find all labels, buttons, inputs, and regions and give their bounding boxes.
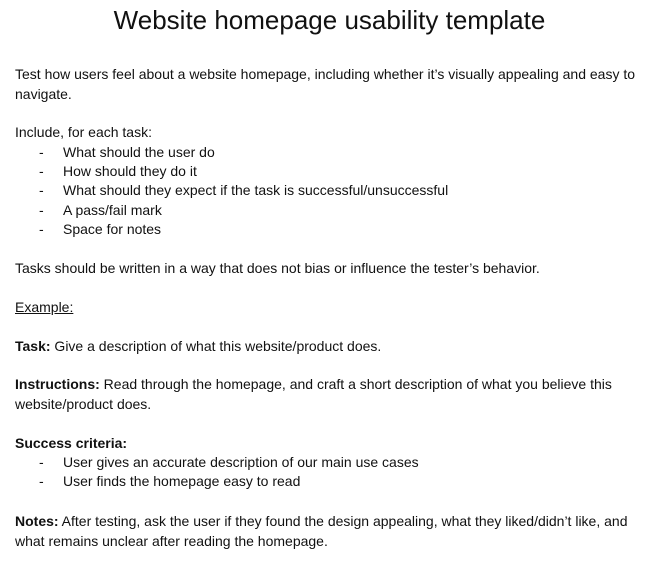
- list-item-text: User gives an accurate description of our main use cases: [63, 454, 419, 470]
- list-item-text: User finds the homepage easy to read: [63, 473, 301, 489]
- include-heading: Include, for each task:: [15, 124, 152, 140]
- notes-paragraph: [15, 512, 645, 551]
- list-dash: -: [39, 182, 44, 198]
- success-list-item: [15, 453, 635, 473]
- list-dash: -: [39, 163, 44, 179]
- list-item-text: What should the user do: [63, 144, 215, 160]
- success-criteria-label: Success criteria:: [15, 435, 128, 451]
- task-label: Task:: [15, 338, 51, 354]
- list-item-text: Space for notes: [63, 221, 162, 237]
- list-item-text: A pass/fail mark: [63, 202, 162, 218]
- instructions-label: Instructions:: [15, 376, 100, 392]
- list-dash: -: [39, 221, 44, 237]
- document-title: Website homepage usability template: [113, 5, 546, 35]
- list-item-text: How should they do it: [63, 163, 197, 179]
- include-list-item: [15, 201, 635, 221]
- intro-paragraph: Test how users feel about a website homepage, including whether it’s visually appealing and easy to navigate.: [15, 66, 636, 102]
- include-list-item: [15, 162, 635, 182]
- instructions-paragraph: [15, 375, 645, 414]
- include-list-item: [15, 143, 635, 163]
- list-dash: -: [39, 454, 44, 470]
- list-item-text: What should they expect if the task is successful/unsuccessful: [63, 182, 449, 198]
- instructions-text: Read through the homepage, and craft a short description of what you believe this website/product does.: [15, 376, 612, 412]
- bias-note-paragraph: Tasks should be written in a way that does not bias or influence the tester’s behavior.: [15, 260, 540, 276]
- notes-label: Notes:: [15, 513, 59, 529]
- task-text: Give a description of what this website/product does.: [50, 338, 382, 354]
- task-paragraph: [15, 337, 645, 357]
- success-list-item: [15, 472, 635, 492]
- list-dash: -: [39, 473, 44, 489]
- notes-text: After testing, ask the user if they found the design appealing, what they liked/didn’t like, and what remains unclear after reading the homepage.: [15, 513, 628, 549]
- list-dash: -: [39, 202, 44, 218]
- include-list-item: [15, 220, 635, 240]
- example-label: Example:: [15, 299, 74, 315]
- list-dash: -: [39, 144, 44, 160]
- include-list-item: [15, 181, 635, 201]
